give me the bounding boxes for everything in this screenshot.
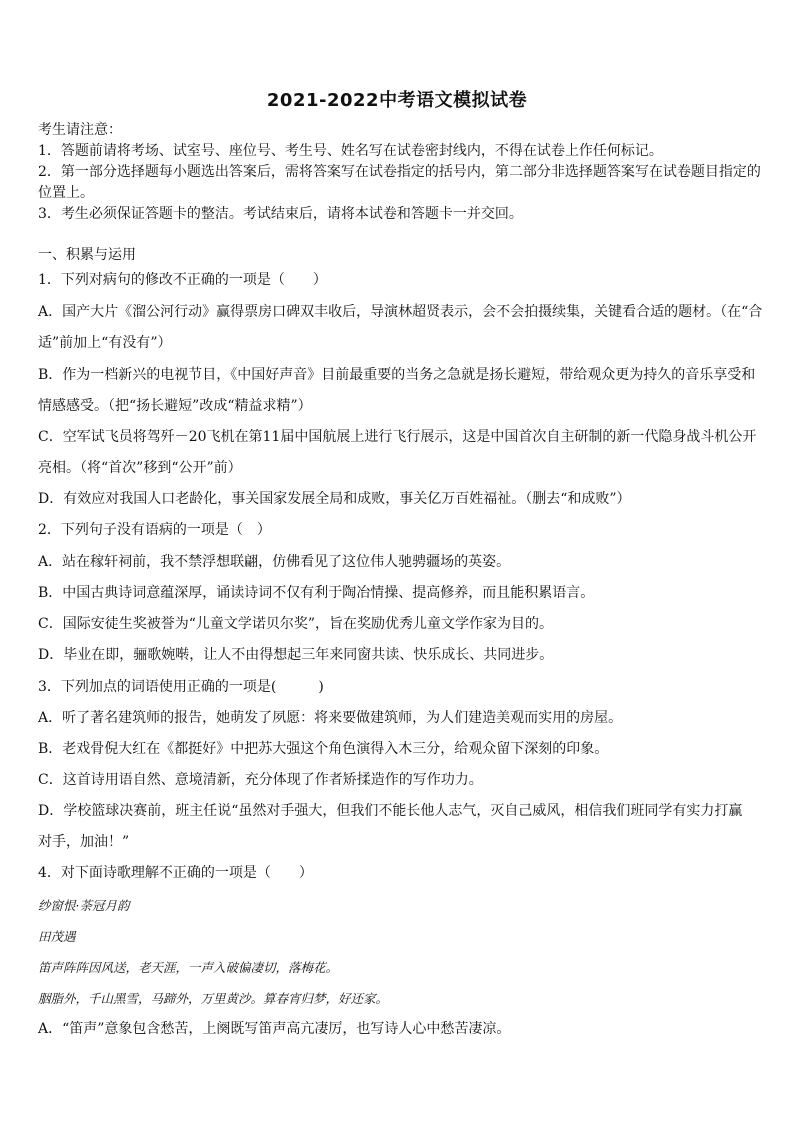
poem-line: 胭脂外，千山黑雪，马蹄外，万里黄沙。算春宵归梦，好还家。 — [38, 991, 389, 1006]
question-1-stem: 1．下列对病句的修改不正确的一项是（ ） — [38, 272, 327, 288]
question-3-stem: 3．下列加点的词语使用正确的一项是( ) — [38, 679, 324, 695]
question-2-stem: 2．下列句子没有语病的一项是（ ） — [38, 522, 271, 538]
question-3-option-d: D．学校篮球决赛前，班主任说“虽然对手强大，但我们不能长他人志气，灭自己威风，相信我们班同学有实力打赢 — [38, 803, 743, 819]
question-1-option-d: D．有效应对我国人口老龄化，事关国家发展全局和成败，事关亿万百姓福祉。（删去“和成败”） — [38, 491, 631, 507]
poem-author: 田茂遇 — [38, 929, 76, 944]
question-3-option-c: C．这首诗用语自然、意境清新，充分体现了作者矫揉造作的写作功力。 — [38, 772, 483, 788]
question-4-option-a: A．“笛声”意象包含愁苦，上阕既写笛声高亢凄厉，也写诗人心中愁苦凄凉。 — [38, 1021, 511, 1037]
question-1-option-a-cont: 适”前加上“有没有”） — [38, 335, 172, 351]
question-2-option-c: C．国际安徒生奖被誉为“儿童文学诺贝尔奖”，旨在奖励优秀儿童文学作家为目的。 — [38, 616, 554, 632]
question-4-stem: 4．对下面诗歌理解不正确的一项是（ ） — [38, 865, 313, 881]
notice-item: 2．第一部分选择题每小题选出答案后，需将答案写在试卷指定的括号内，第二部分非选择题答案写在试卷题目指定的 — [38, 164, 761, 180]
question-1-option-c-cont: 亮相。（将“首次”移到“公开”前） — [38, 460, 242, 476]
question-3-option-b: B．老戏骨倪大红在《都挺好》中把苏大强这个角色演得入木三分，给观众留下深刻的印象。 — [38, 741, 609, 757]
notice-heading: 考生请注意： — [38, 122, 122, 138]
poem-title: 纱窗恨·荼冠月韵 — [38, 898, 130, 913]
notice-item: 1．答题前请将考场、试室号、座位号、考生号、姓名写在试卷密封线内，不得在试卷上作任何标记。 — [38, 143, 663, 159]
exam-title: 2021-2022中考语文模拟试卷 — [266, 90, 528, 111]
question-1-option-a: A．国产大片《溜公河行动》赢得票房口碑双丰收后，导演林超贤表示，会不会拍摄续集，关键看合适的题材。（在“合 — [38, 304, 763, 320]
section-heading: 一、积累与运用 — [38, 247, 136, 263]
question-2-option-d: D．毕业在即，骊歌婉啭，让人不由得想起三年来同窗共读、快乐成长、共同进步。 — [38, 647, 554, 663]
notice-item: 3．考生必须保证答题卡的整洁。考试结束后，请将本试卷和答题卡一并交回。 — [38, 206, 523, 222]
notice-item: 位置上。 — [38, 185, 94, 201]
question-1-option-c: C．空军试飞员将驾歼－20飞机在第11届中国航展上进行飞行展示，这是中国首次自主研制的新一代隐身战斗机公开 — [38, 429, 757, 445]
question-1-option-b: B．作为一档新兴的电视节目，《中国好声音》目前最重要的当务之急就是扬长避短，带给观众更为持久的音乐享受和 — [38, 367, 756, 383]
poem-line: 笛声阵阵因风送，老天涯，一声入破偏凄切，落梅花。 — [38, 960, 339, 975]
question-1-option-b-cont: 情感感受。（把“扬长避短”改成“精益求精”） — [38, 398, 312, 414]
question-3-option-d-cont: 对手，加油！” — [38, 834, 130, 850]
question-2-option-a: A．站在稼轩祠前，我不禁浮想联翩，仿佛看见了这位伟人驰骋疆场的英姿。 — [38, 554, 511, 570]
question-2-option-b: B．中国古典诗词意蕴深厚，诵读诗词不仅有利于陶冶情操、提高修养，而且能积累语言。 — [38, 585, 595, 601]
question-3-option-a: A．听了著名建筑师的报告，她萌发了夙愿：将来要做建筑师，为人们建造美观而实用的房屋。 — [38, 710, 623, 726]
